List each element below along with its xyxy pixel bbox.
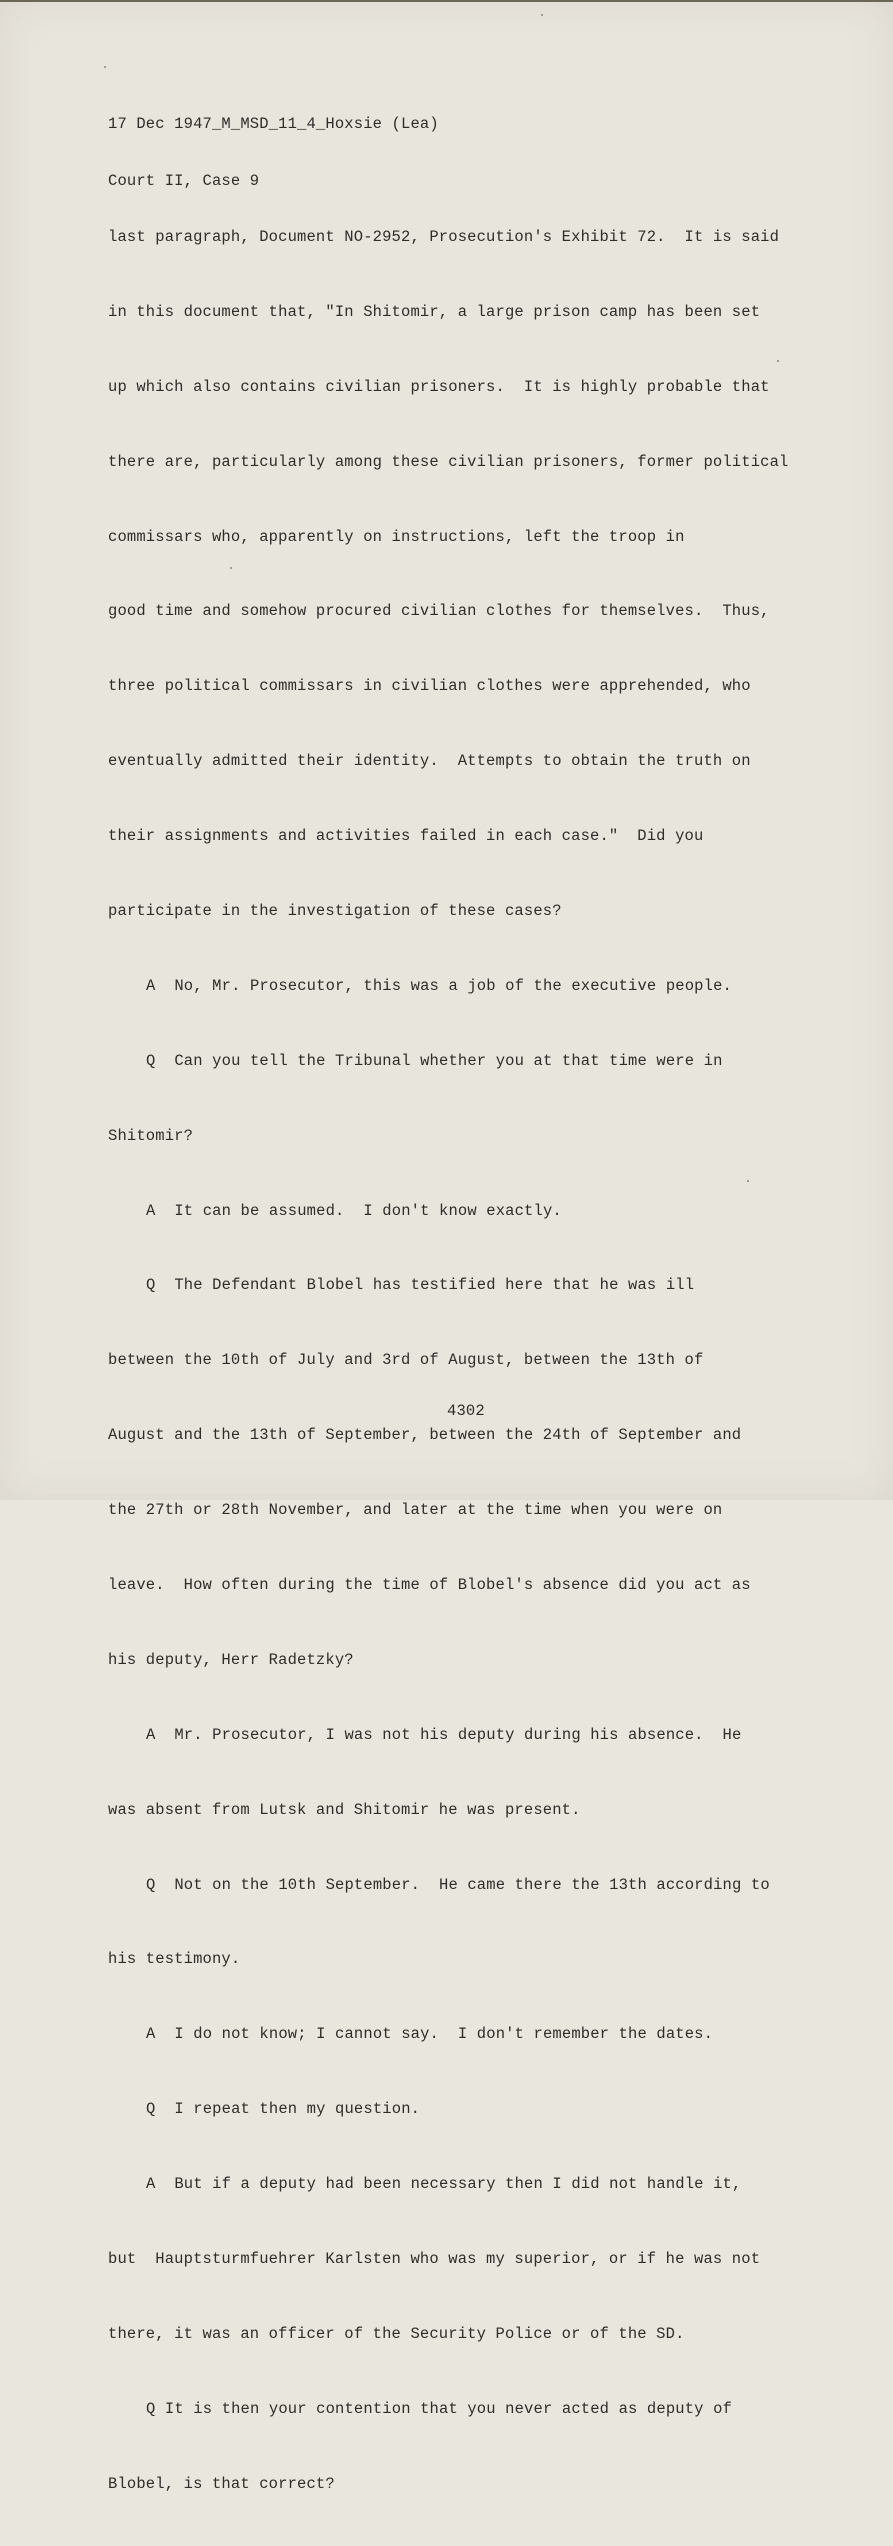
transcript-line: was absent from Lutsk and Shitomir he was present. <box>108 1800 581 1819</box>
transcript-line: there are, particularly among these civilian prisoners, former political <box>108 452 789 471</box>
transcript-line: eventually admitted their identity. Attempts to obtain the truth on <box>108 752 751 771</box>
transcript-line: Blobel, is that correct? <box>108 2474 335 2493</box>
transcript-line: his testimony. <box>108 1950 241 1969</box>
paper-speck <box>777 360 779 362</box>
answer-line: A But if a deputy had been necessary then I did not handle it, <box>146 2175 742 2194</box>
answer-line: A No, Mr. Prosecutor, this was a job of the executive people. <box>146 976 732 995</box>
answer-line: A It can be assumed. I don't know exactly. <box>146 1201 562 1220</box>
answer-line: A Mr. Prosecutor, I was not his deputy during his absence. He <box>146 1725 742 1744</box>
header-date-reference: 17 Dec 1947_M_MSD_11_4_Hoxsie (Lea) <box>108 115 439 133</box>
transcript-line: Shitomir? <box>108 1126 194 1145</box>
transcript-line: up which also contains civilian prisoners. It is highly probable that <box>108 377 770 396</box>
transcript-line: their assignments and activities failed in each case." Did you <box>108 827 704 846</box>
transcript-line: there, it was an officer of the Security Police or of the SD. <box>108 2324 685 2343</box>
transcript-line: commissars who, apparently on instructions, left the troop in <box>108 527 685 546</box>
question-line: Q Can you tell the Tribunal whether you at that time were in <box>146 1051 723 1070</box>
transcript-line: in this document that, "In Shitomir, a large prison camp has been set <box>108 302 761 321</box>
transcript-line: last paragraph, Document NO-2952, Prosecution's Exhibit 72. It is said <box>108 228 780 246</box>
question-line: Q I repeat then my question. <box>146 2100 421 2119</box>
transcript-line: August and the 13th of September, between the 24th of September and <box>108 1426 742 1445</box>
question-line: Q Not on the 10th September. He came there the 13th according to <box>146 1875 770 1894</box>
transcript-line: the 27th or 28th November, and later at the time when you were on <box>108 1501 723 1520</box>
paper-speck <box>541 14 543 16</box>
transcript-line: but Hauptsturmfuehrer Karlsten who was my superior, or if he was not <box>108 2250 761 2269</box>
question-line: Q It is then your contention that you never acted as deputy of <box>146 2399 732 2418</box>
paper-speck <box>104 66 106 68</box>
transcript-line: three political commissars in civilian clothes were apprehended, who <box>108 677 751 696</box>
transcript-line: his deputy, Herr Radetzky? <box>108 1650 354 1669</box>
page-top-edge <box>0 0 893 2</box>
paper-speck <box>230 567 232 569</box>
transcript-body <box>108 188 789 2546</box>
page-number: 4302 <box>447 1402 485 1420</box>
transcript-line: good time and somehow procured civilian clothes for themselves. Thus, <box>108 602 770 621</box>
header-court-case: Court II, Case 9 <box>108 172 260 190</box>
transcript-line: between the 10th of July and 3rd of August, between the 13th of <box>108 1351 704 1370</box>
answer-line: A I do not know; I cannot say. I don't remember the dates. <box>146 2025 714 2044</box>
transcript-line: participate in the investigation of these cases? <box>108 902 562 921</box>
transcript-line: leave. How often during the time of Blobel's absence did you act as <box>108 1576 751 1595</box>
paper-speck <box>747 1180 749 1182</box>
question-line: Q The Defendant Blobel has testified here that he was ill <box>146 1276 695 1295</box>
